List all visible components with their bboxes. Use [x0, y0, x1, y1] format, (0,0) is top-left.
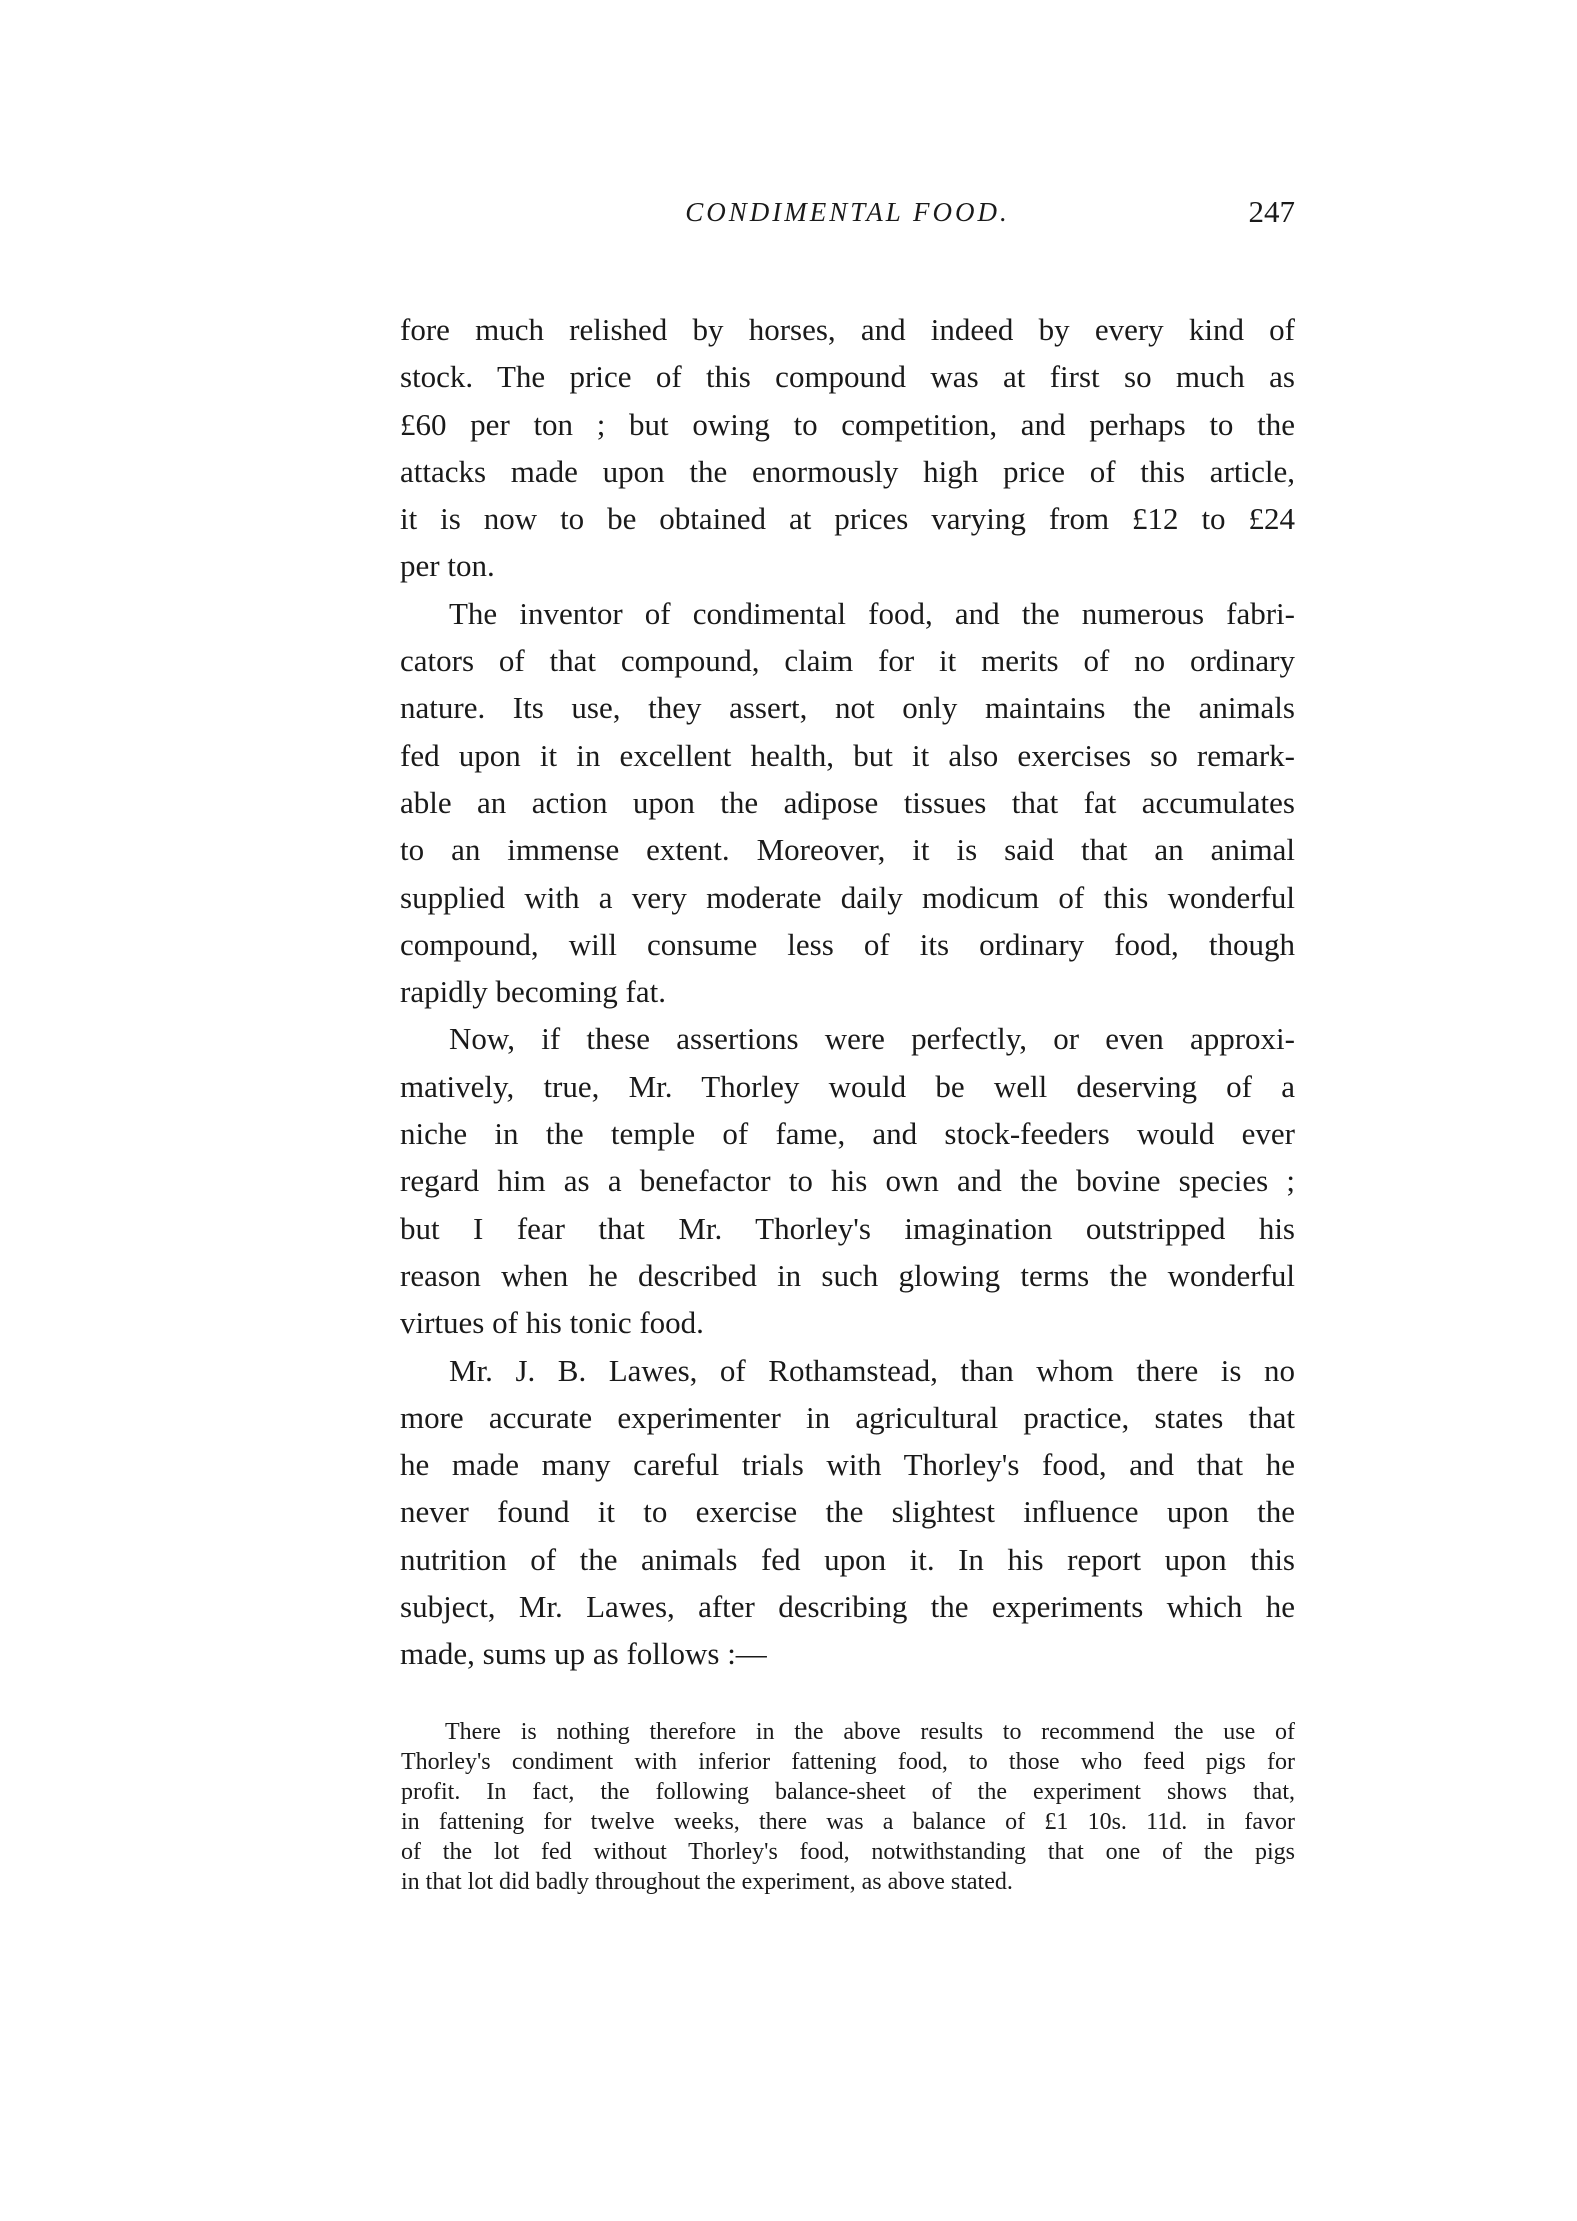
text-line: Now, if these assertions were perfectly, or even approxi- — [449, 1021, 1295, 1057]
block-quote — [401, 1717, 1295, 1898]
text-line: rapidly becoming fat. — [400, 974, 666, 1010]
text-line: fed upon it in excellent health, but it also exercises so remark- — [400, 737, 1295, 773]
text-line: stock. The price of this compound was at first so much as — [400, 359, 1295, 395]
text-line: never found it to exercise the slightest influence upon the — [400, 1494, 1295, 1530]
text-line: subject, Mr. Lawes, after describing the experiments which he — [400, 1589, 1295, 1625]
text-line: but I fear that Mr. Thorley's imagination outstripped his — [400, 1210, 1295, 1246]
text-line: compound, will consume less of its ordinary food, though — [400, 926, 1295, 962]
text-line: able an action upon the adipose tissues that fat accumulates — [400, 784, 1295, 820]
text-line: niche in the temple of fame, and stock-feeders would ever — [400, 1116, 1295, 1152]
text-line: nature. Its use, they assert, not only maintains the animals — [400, 690, 1295, 726]
quote-line: There is nothing therefore in the above results to recommend the use of — [445, 1719, 1295, 1745]
text-line: £60 per ton ; but owing to competition, and perhaps to the — [400, 406, 1295, 442]
text-line: more accurate experimenter in agricultural practice, states that — [400, 1399, 1295, 1435]
text-line: matively, true, Mr. Thorley would be well deserving of a — [400, 1068, 1295, 1104]
text-line: virtues of his tonic food. — [400, 1305, 704, 1341]
quote-line: in that lot did badly throughout the experiment, as above stated. — [401, 1869, 1013, 1896]
quote-line: Thorley's condiment with inferior fattening food, to those who feed pigs for — [401, 1749, 1295, 1776]
text-line: it is now to be obtained at prices varying from £12 to £24 — [400, 501, 1295, 537]
text-line: Mr. J. B. Lawes, of Rothamstead, than whom there is no — [449, 1352, 1295, 1388]
text-line: supplied with a very moderate daily modicum of this wonderful — [400, 879, 1295, 915]
body-text — [400, 306, 1295, 1678]
text-line: cators of that compound, claim for it merits of no ordinary — [400, 643, 1295, 679]
quote-line: profit. In fact, the following balance-sheet of the experiment shows that, — [401, 1779, 1295, 1806]
text-line: made, sums up as follows :— — [400, 1636, 767, 1672]
text-line: to an immense extent. Moreover, it is said that an animal — [400, 832, 1295, 868]
text-line: reason when he described in such glowing terms the wonderful — [400, 1257, 1295, 1293]
page-header — [400, 190, 1295, 234]
page-number: 247 — [1248, 194, 1295, 229]
text-line: per ton. — [400, 548, 495, 584]
text-line: The inventor of condimental food, and the numerous fabri- — [449, 595, 1295, 631]
quote-line: of the lot fed without Thorley's food, notwithstanding that one of the pigs — [401, 1839, 1295, 1866]
text-line: attacks made upon the enormously high price of this article, — [400, 453, 1295, 489]
text-line: he made many careful trials with Thorley's food, and that he — [400, 1447, 1295, 1483]
running-title: CONDIMENTAL FOOD. — [685, 197, 1010, 227]
text-line: regard him as a benefactor to his own and the bovine species ; — [400, 1163, 1295, 1199]
text-line: nutrition of the animals fed upon it. In his report upon this — [400, 1541, 1295, 1577]
text-line: fore much relished by horses, and indeed by every kind of — [400, 312, 1295, 347]
quote-line: in fattening for twelve weeks, there was a balance of £1 10s. 11d. in favor — [401, 1809, 1295, 1836]
